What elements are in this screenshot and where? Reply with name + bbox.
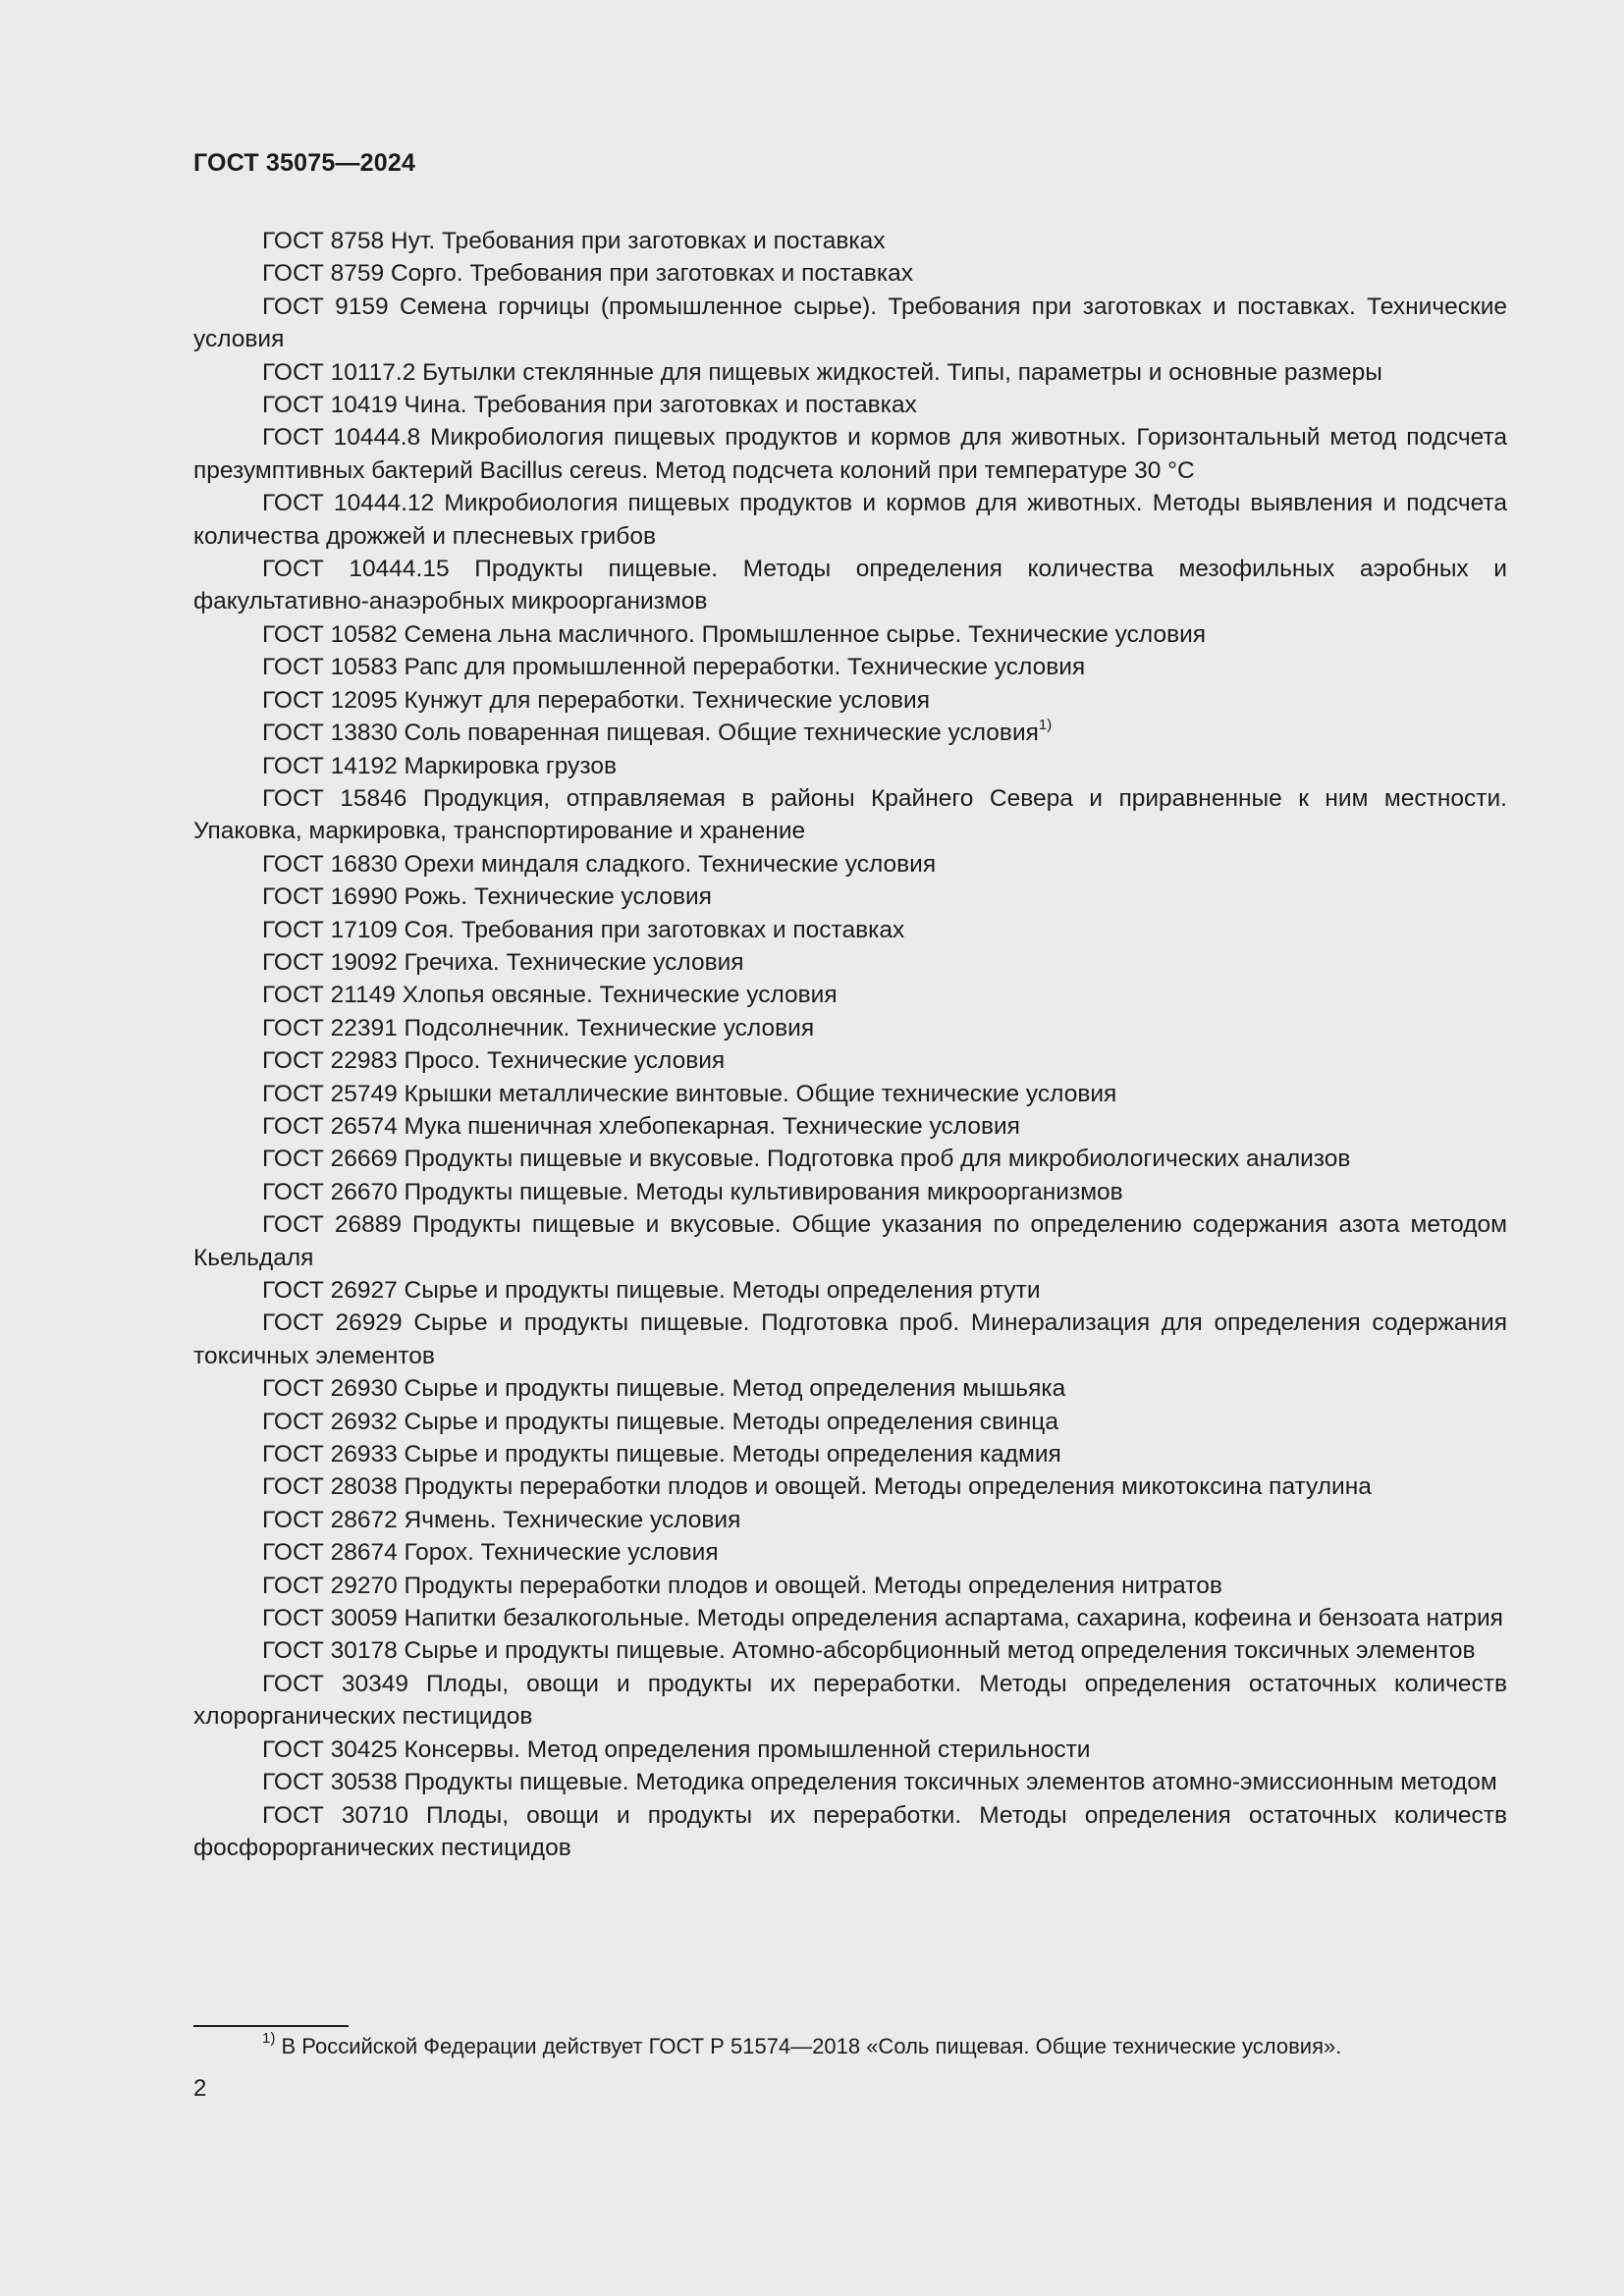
reference-item: [193, 1078, 1507, 1110]
reference-item: [193, 487, 1507, 553]
reference-item: [193, 1044, 1507, 1077]
reference-item: [193, 979, 1507, 1011]
reference-text: ГОСТ 26929 Сырье и продукты пищевые. Подготовка проб. Минерализация для определения содержания токсичных элементов: [193, 1309, 1507, 1369]
footnote-text: В Российской Федерации действует ГОСТ Р 51574—2018 «Соль пищевая. Общие технические условия».: [281, 2034, 1342, 2058]
reference-item: [193, 553, 1507, 618]
reference-text: ГОСТ 8759 Сорго. Требования при заготовках и поставках: [262, 260, 913, 288]
reference-item: [193, 1143, 1507, 1175]
reference-item: [193, 356, 1507, 389]
reference-text: ГОСТ 26889 Продукты пищевые и вкусовые. Общие указания по определению содержания азота методом Кьельдаля: [193, 1211, 1507, 1271]
reference-item: [193, 750, 1507, 782]
reference-text: ГОСТ 14192 Маркировка грузов: [262, 752, 617, 779]
reference-text: ГОСТ 10582 Семена льна масличного. Промышленное сырье. Технические условия: [262, 620, 1207, 648]
reference-item: [193, 1176, 1507, 1208]
reference-item: [193, 1438, 1507, 1470]
reference-item: [193, 1470, 1507, 1503]
reference-item: [193, 782, 1507, 848]
reference-text: ГОСТ 26932 Сырье и продукты пищевые. Методы определения свинца: [262, 1408, 1058, 1435]
reference-item: [193, 257, 1507, 290]
reference-text: ГОСТ 28674 Горох. Технические условия: [262, 1539, 719, 1567]
reference-item: [193, 389, 1507, 421]
reference-text: ГОСТ 17109 Соя. Требования при заготовках и поставках: [262, 916, 905, 943]
reference-text: ГОСТ 30059 Напитки безалкогольные. Методы определения аспартама, сахарина, кофеина и бензоата натрия: [262, 1605, 1503, 1632]
reference-text: ГОСТ 25749 Крышки металлические винтовые. Общие технические условия: [262, 1080, 1117, 1107]
page-number: 2: [193, 2075, 207, 2102]
reference-item: [193, 946, 1507, 979]
reference-text: ГОСТ 10444.12 Микробиология пищевых продуктов и кормов для животных. Методы выявления и подсчета количества дрожжей и плесневых грибов: [193, 490, 1507, 550]
reference-text: ГОСТ 28672 Ячмень. Технические условия: [262, 1506, 741, 1533]
reference-item: [193, 1307, 1507, 1372]
reference-item: [193, 1570, 1507, 1602]
reference-text: ГОСТ 15846 Продукция, отправляемая в районы Крайнего Севера и приравненные к ним местности. Упаковка, маркировка, транспортирование и хранение: [193, 784, 1507, 845]
reference-text: ГОСТ 10583 Рапс для промышленной переработки. Технические условия: [262, 654, 1086, 681]
reference-item: [193, 225, 1507, 257]
reference-item: [193, 1766, 1507, 1798]
reference-text: ГОСТ 8758 Нут. Требования при заготовках и поставках: [262, 228, 886, 254]
reference-text: ГОСТ 30425 Консервы. Метод определения промышленной стерильности: [262, 1735, 1091, 1763]
reference-item: [193, 684, 1507, 717]
reference-text: ГОСТ 28038 Продукты переработки плодов и овощей. Методы определения микотоксина патулина: [262, 1473, 1372, 1501]
reference-text: ГОСТ 16830 Орехи миндаля сладкого. Технические условия: [262, 850, 937, 878]
reference-item: [193, 1110, 1507, 1143]
reference-item: [193, 848, 1507, 881]
reference-text: ГОСТ 13830 Соль поваренная пищевая. Общие технические условия: [262, 720, 1039, 747]
reference-text: ГОСТ 22391 Подсолнечник. Технические условия: [262, 1014, 815, 1041]
reference-item: [193, 1012, 1507, 1044]
reference-item: [193, 651, 1507, 683]
reference-item: [193, 1634, 1507, 1667]
document-header: ГОСТ 35075—2024: [193, 149, 416, 177]
reference-text: ГОСТ 30178 Сырье и продукты пищевые. Атомно-абсорбционный метод определения токсичных элементов: [262, 1637, 1476, 1665]
reference-item: [193, 1799, 1507, 1865]
reference-text: ГОСТ 10117.2 Бутылки стеклянные для пищевых жидкостей. Типы, параметры и основные размеры: [262, 358, 1382, 386]
reference-text: ГОСТ 10444.15 Продукты пищевые. Методы определения количества мезофильных аэробных и факультативно-анаэробных микроорганизмов: [193, 556, 1507, 615]
reference-item: [193, 1208, 1507, 1274]
reference-item: [193, 291, 1507, 356]
reference-text: ГОСТ 26669 Продукты пищевые и вкусовые. Подготовка проб для микробиологических анализов: [262, 1146, 1351, 1173]
footnote-separator: [193, 2025, 349, 2027]
reference-item: [193, 881, 1507, 913]
reference-item: [193, 618, 1507, 651]
normative-references-list: [193, 225, 1507, 1864]
reference-item: [193, 1372, 1507, 1405]
reference-text: ГОСТ 9159 Семена горчицы (промышленное сырье). Требования при заготовках и поставках. Технические условия: [193, 293, 1507, 353]
reference-item: [193, 1274, 1507, 1307]
reference-text: ГОСТ 12095 Кунжут для переработки. Технические условия: [262, 686, 930, 714]
footnote-mark: 1): [262, 2029, 276, 2047]
reference-text: ГОСТ 19092 Гречиха. Технические условия: [262, 948, 744, 976]
reference-text: ГОСТ 26927 Сырье и продукты пищевые. Методы определения ртути: [262, 1277, 1041, 1304]
reference-text: ГОСТ 22983 Просо. Технические условия: [262, 1047, 726, 1075]
reference-text: ГОСТ 26933 Сырье и продукты пищевые. Методы определения кадмия: [262, 1441, 1061, 1468]
reference-item: [193, 1504, 1507, 1536]
reference-text: ГОСТ 10419 Чина. Требования при заготовках и поставках: [262, 392, 917, 419]
reference-text: ГОСТ 30349 Плоды, овощи и продукты их переработки. Методы определения остаточных количеств хлорорганических пестицидов: [193, 1670, 1507, 1731]
reference-item: [193, 717, 1507, 749]
reference-text: ГОСТ 26574 Мука пшеничная хлебопекарная. Технические условия: [262, 1112, 1020, 1140]
reference-item: [193, 1734, 1507, 1766]
reference-item: [193, 1536, 1507, 1569]
reference-item: [193, 1406, 1507, 1438]
reference-item: [193, 914, 1507, 946]
reference-text: ГОСТ 30538 Продукты пищевые. Методика определения токсичных элементов атомно-эмиссионным методом: [262, 1769, 1497, 1796]
reference-item: [193, 421, 1507, 487]
reference-footnote-mark: 1): [1038, 716, 1053, 733]
reference-text: ГОСТ 29270 Продукты переработки плодов и овощей. Методы определения нитратов: [262, 1572, 1222, 1599]
reference-item: [193, 1602, 1507, 1634]
footnote: [193, 2029, 1507, 2061]
reference-item: [193, 1668, 1507, 1734]
reference-text: ГОСТ 30710 Плоды, овощи и продукты их переработки. Методы определения остаточных количеств фосфорорганических пестицидов: [193, 1801, 1507, 1861]
reference-text: ГОСТ 16990 Рожь. Технические условия: [262, 883, 712, 911]
reference-text: ГОСТ 10444.8 Микробиология пищевых продуктов и кормов для животных. Горизонтальный метод подсчета презумптивных бактерий Bacillus cereus. Метод подсчета колоний при температуре 30 °С: [193, 424, 1507, 484]
reference-text: ГОСТ 21149 Хлопья овсяные. Технические условия: [262, 982, 838, 1009]
reference-text: ГОСТ 26930 Сырье и продукты пищевые. Метод определения мышьяка: [262, 1375, 1066, 1403]
reference-text: ГОСТ 26670 Продукты пищевые. Методы культивирования микроорганизмов: [262, 1178, 1123, 1205]
